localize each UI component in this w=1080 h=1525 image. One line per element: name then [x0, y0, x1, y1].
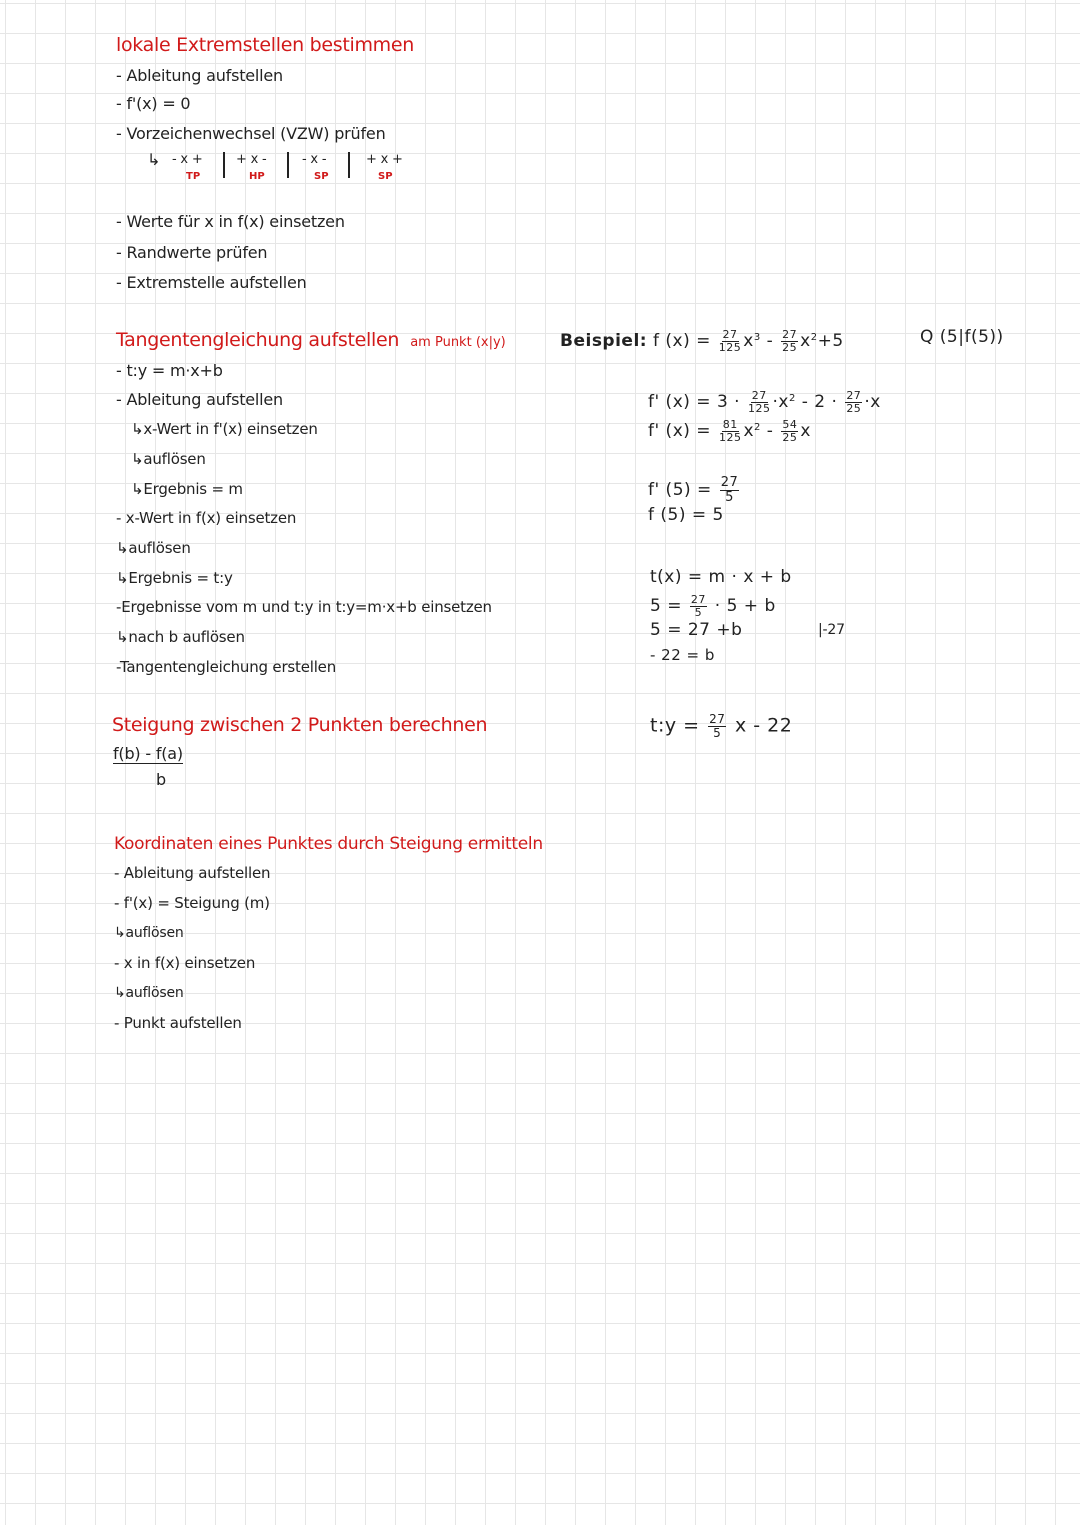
tangente-formula: - t:y = m·x+b — [116, 361, 223, 380]
koord-step-solve1: ↳auflösen — [114, 925, 184, 941]
tangente-title-suffix: am Punkt (x|y) — [410, 335, 506, 350]
extrem-step-bounds: - Randwerte prüfen — [116, 243, 268, 262]
fraction: $\frac{27}{5}$ — [690, 593, 706, 619]
vzw-signs-hp: + x - — [236, 152, 267, 167]
tangente-title: Tangentengleichung aufstellen — [116, 329, 400, 351]
vzw-type-sp2: SP — [378, 171, 393, 182]
koord-step-solve2: ↳auflösen — [114, 985, 184, 1001]
vzw-type-sp1: SP — [314, 171, 329, 182]
koord-step-slope: - f'(x) = Steigung (m) — [114, 894, 270, 912]
tangente-step-derivative: - Ableitung aufstellen — [116, 390, 283, 409]
tangent-result: t:y = $\frac{27}{5}$ x - 22 — [650, 712, 793, 740]
tangente-step-solve-b: ↳nach b auflösen — [116, 628, 245, 646]
arrow-icon: ↳ — [147, 150, 161, 169]
vzw-divider — [348, 152, 350, 178]
fraction: $\frac{27}{5}$ — [709, 712, 726, 740]
derivative-line-2: f' (x) = $\frac{81}{125}$ $x^2$ - $\frac{54}{25}$ x — [648, 418, 811, 444]
fraction: $\frac{27}{25}$ — [782, 328, 798, 354]
derivative-value: f' (5) = $\frac{27}{5}$ — [648, 475, 739, 505]
steigung-numerator: f(b) - f(a) — [113, 744, 183, 763]
steigung-title: Steigung zwischen 2 Punkten berechnen — [112, 714, 488, 736]
fraction: $\frac{27}{5}$ — [720, 475, 739, 505]
vzw-divider — [223, 152, 225, 178]
tangente-step-fx: - x-Wert in f(x) einsetzen — [116, 509, 297, 527]
vzw-divider — [287, 152, 289, 178]
beispiel-f-lhs: f (x) = — [653, 331, 711, 352]
vzw-signs-tp: - x + — [172, 152, 203, 167]
tangent-substituted: 5 = $\frac{27}{5}$ · 5 + b — [650, 593, 776, 619]
fraction: $\frac{81}{125}$ — [718, 418, 742, 444]
vzw-type-tp: TP — [186, 171, 201, 182]
tangente-step-m: ↳Ergebnis = m — [131, 480, 243, 498]
beispiel-point: Q (5|f(5)) — [920, 327, 1004, 347]
vzw-signs-sp2: + x + — [366, 152, 403, 167]
koord-step-point: - Punkt aufstellen — [114, 1014, 242, 1032]
tangente-step-combine: -Ergebnisse vom m und t:y in t:y=m·x+b einsetzen — [116, 598, 492, 616]
extrem-step-result: - Extremstelle aufstellen — [116, 273, 307, 292]
vzw-type-hp: HP — [249, 171, 265, 182]
koord-title: Koordinaten eines Punktes durch Steigung ermitteln — [114, 834, 543, 854]
tangent-template: t(x) = m · x + b — [650, 567, 792, 587]
derivative-line-1: f' (x) = 3 · $\frac{27}{125}$ $\cdot x^2 - 2$ · $\frac{27}{25}$ ·x — [648, 389, 881, 415]
koord-step-derivative: - Ableitung aufstellen — [114, 864, 271, 882]
extrem-step-zero: - f'(x) = 0 — [116, 94, 191, 113]
tangent-simplified: 5 = 27 +b — [650, 620, 743, 640]
extrem-title: lokale Extremstellen bestimmen — [116, 34, 415, 56]
tangente-step-solve1: ↳auflösen — [131, 450, 206, 468]
extrem-step-vzw: - Vorzeichenwechsel (VZW) prüfen — [116, 124, 386, 143]
tangente-step-xvalue: ↳x-Wert in f'(x) einsetzen — [131, 420, 318, 438]
fraction: $\frac{54}{25}$ — [782, 418, 798, 444]
koord-step-insert: - x in f(x) einsetzen — [114, 954, 256, 972]
tangente-step-final: -Tangentengleichung erstellen — [116, 658, 337, 676]
tangente-step-ty: ↳Ergebnis = t:y — [116, 569, 233, 587]
extrem-step-derivative: - Ableitung aufstellen — [116, 66, 283, 85]
tangent-b-value: - 22 = b — [650, 646, 715, 664]
beispiel-function: Beispiel: f (x) = $\frac{27}{125}$ $x^3$ - $\frac{27}{25}$ $x^2+5$ — [560, 328, 844, 354]
function-value: f (5) = 5 — [648, 505, 724, 525]
beispiel-label: Beispiel: — [560, 331, 648, 352]
vzw-signs-sp1: - x - — [302, 152, 327, 167]
fraction: $\frac{27}{125}$ — [718, 328, 742, 354]
fraction: $\frac{27}{125}$ — [747, 389, 771, 415]
extrem-step-insert: - Werte für x in f(x) einsetzen — [116, 212, 345, 231]
tangente-step-solve2: ↳auflösen — [116, 539, 191, 557]
steigung-denominator: b — [156, 770, 166, 789]
fraction: $\frac{27}{25}$ — [846, 389, 862, 415]
tangente-heading — [116, 331, 506, 350]
tangent-operation-note: |-27 — [818, 622, 845, 638]
